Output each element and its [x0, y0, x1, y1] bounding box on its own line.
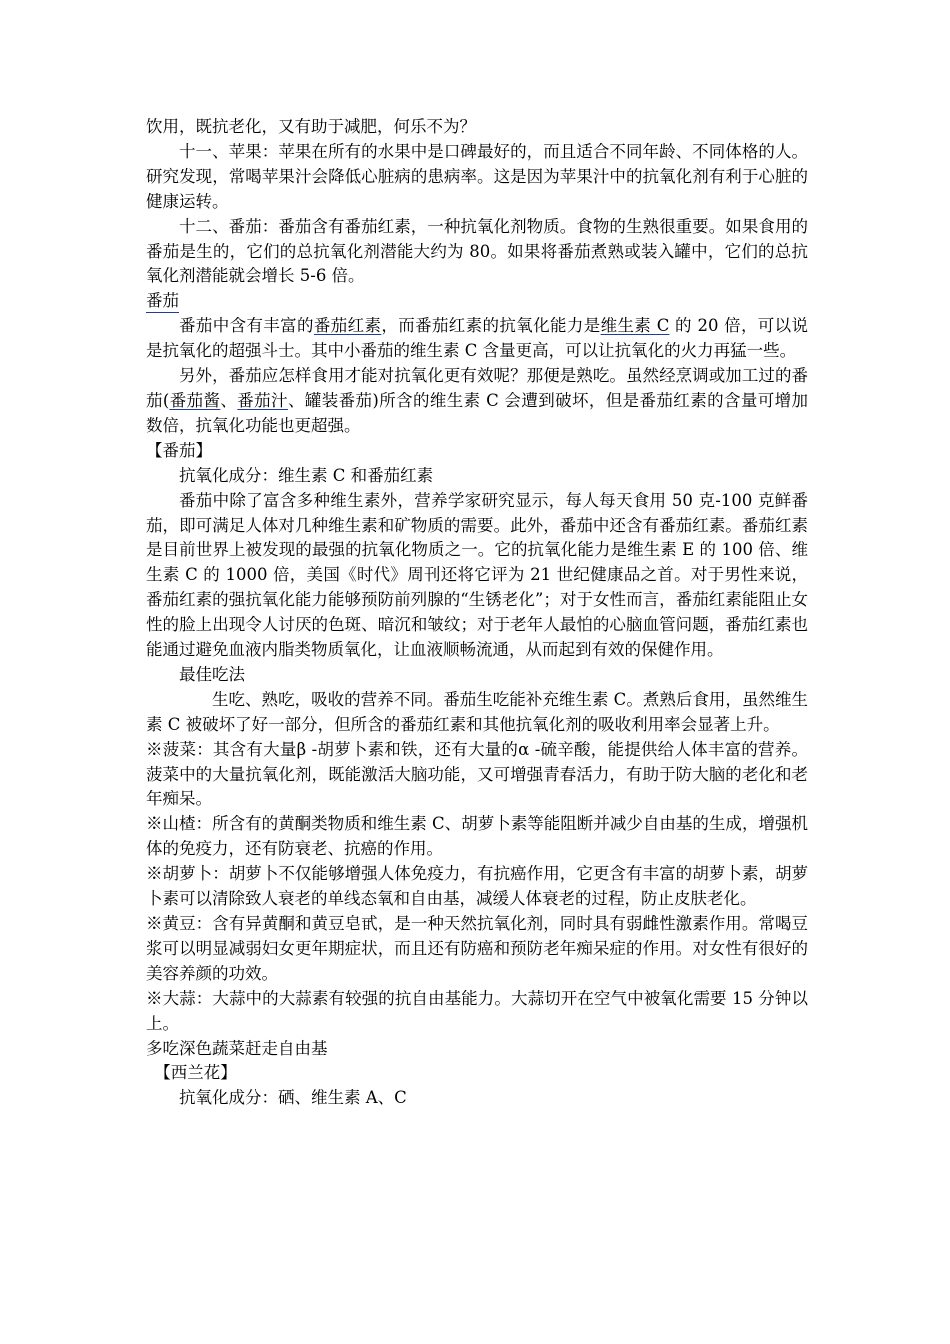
paragraph-raw-vs-cooked: 生吃、熟吃，吸收的营养不同。番茄生吃能补充维生素 C。煮熟后食用，虽然维生素 C 被破坏了好一部分，但所含的番茄红素和其他抗氧化剂的吸收利用率会显著上升。: [146, 689, 808, 734]
heading-tomato-link-row: [146, 289, 808, 314]
link-vitamin-c[interactable]: 维生素 C: [600, 316, 670, 336]
paragraph-intro-end: 饮用，既抗老化，又有助于减肥，何乐不为？: [146, 117, 476, 136]
paragraph-soybean: ※黄豆：含有异黄酮和黄豆皂甙，是一种天然抗氧化剂，同时具有弱雌性激素作用。常喝豆浆可以明显减弱妇女更年期症状，而且还有防癌和预防老年痴呆症的作用。对女性有很好的美容养颜的功效。: [146, 914, 808, 983]
tomato-antioxidant-components: 抗氧化成分：维生素 C 和番茄红素: [179, 465, 434, 485]
text-segment: ，而番茄红素的抗氧化能力是: [381, 316, 601, 336]
text-segment: 、: [220, 390, 238, 410]
document-page: [146, 115, 808, 1111]
link-tomato-juice[interactable]: 番茄汁: [237, 390, 288, 410]
heading-broccoli: 【西兰花】: [154, 1063, 237, 1083]
paragraph-spinach: ※菠菜：其含有大量β -胡萝卜素和铁，还有大量的α -硫辛酸，能提供给人体丰富的营养。菠菜中的大量抗氧化剂，既能激活大脑功能，又可增强青春活力，有助于防大脑的老化和老年痴呆。: [146, 739, 808, 809]
link-lycopene[interactable]: 番茄红素: [313, 316, 382, 336]
heading-tomato: 【番茄】: [146, 440, 212, 460]
link-ketchup[interactable]: 番茄酱: [169, 390, 221, 410]
paragraph-tomato-details: 番茄中除了富含多种维生素外，营养学家研究显示，每人每天食用 50 克-100 克鲜番茄，即可满足人体对几种维生素和矿物质的需要。此外，番茄中还含有番茄红素。番茄红素是目前世界上被发现的最强的抗氧化物质之一。它的抗氧化能力是维生素 E 的 100 倍、维生素 C 的 1000 倍，美国《时代》周刊还将它评为 21 世纪健康品之首。对于男性来说，番茄红素的强抗氧化能力能够预防前列腺的“生锈老化”；对于女性而言，番茄红素能阻止女性的脸上出现令人讨厌的色斑、暗沉和皱纹；对于老年人最怕的心脑血管问题，番茄红素也能通过避免血液内脂类物质氧化，让血液顺畅流通，从而起到有效的保健作用。: [146, 490, 808, 660]
heading-dark-vegetables: 多吃深色蔬菜赶走自由基: [146, 1038, 328, 1058]
paragraph-cooked-tomato: [146, 364, 808, 439]
paragraph-carrot: ※胡萝卜：胡萝卜不仅能够增强人体免疫力，有抗癌作用，它更含有丰富的胡萝卜素，胡萝卜素可以清除致人衰老的单线态氧和自由基，减缓人体衰老的过程，防止皮肤老化。: [146, 864, 808, 909]
paragraph-hawthorn: ※山楂：所含有的黄酮类物质和维生素 C、胡萝卜素等能阻断并减少自由基的生成，增强机体的免疫力，还有防衰老、抗癌的作用。: [146, 814, 808, 859]
subheading-best-way: 最佳吃法: [179, 664, 245, 684]
text-segment: 另外，番茄应怎样食用才能对抗氧化更有效呢？那便是熟吃。虽然经烹调或加工过的番茄(: [146, 366, 808, 410]
broccoli-antioxidant-components: 抗氧化成分：硒、维生素 A、C: [179, 1088, 407, 1108]
paragraph-garlic: ※大蒜：大蒜中的大蒜素有较强的抗自由基能力。大蒜切开在空气中被氧化需要 15 分钟以上。: [146, 988, 808, 1033]
text-segment: 的 20 倍，可以说是抗氧化的超强斗士。其中小番茄的维生素 C 含量更高，可以让抗氧化的火力再猛一些。: [146, 316, 809, 361]
paragraph-lycopene: [146, 314, 808, 364]
paragraph-apple: 十一、苹果：苹果在所有的水果中是口碑最好的，而且适合不同年龄、不同体格的人。研究发现，常喝苹果汁会降低心脏病的患病率。这是因为苹果汁中的抗氧化剂有利于心脏的健康运转。: [146, 141, 808, 211]
heading-tomato-link[interactable]: 番茄: [146, 290, 179, 313]
text-segment: 、罐装番茄)所含的维生素 C 会遭到破坏，但是番茄红素的含量可增加数倍，抗氧化功能也更超强。: [146, 390, 809, 435]
text-segment: 番茄中含有丰富的: [179, 316, 314, 336]
paragraph-tomato-intro: 十二、番茄：番茄含有番茄红素，一种抗氧化剂物质。食物的生熟很重要。如果食用的番茄是生的，它们的总抗氧化剂潜能大约为 80。如果将番茄煮熟或装入罐中，它们的总抗氧化剂潜能就会增长 5-6 倍。: [146, 216, 808, 286]
